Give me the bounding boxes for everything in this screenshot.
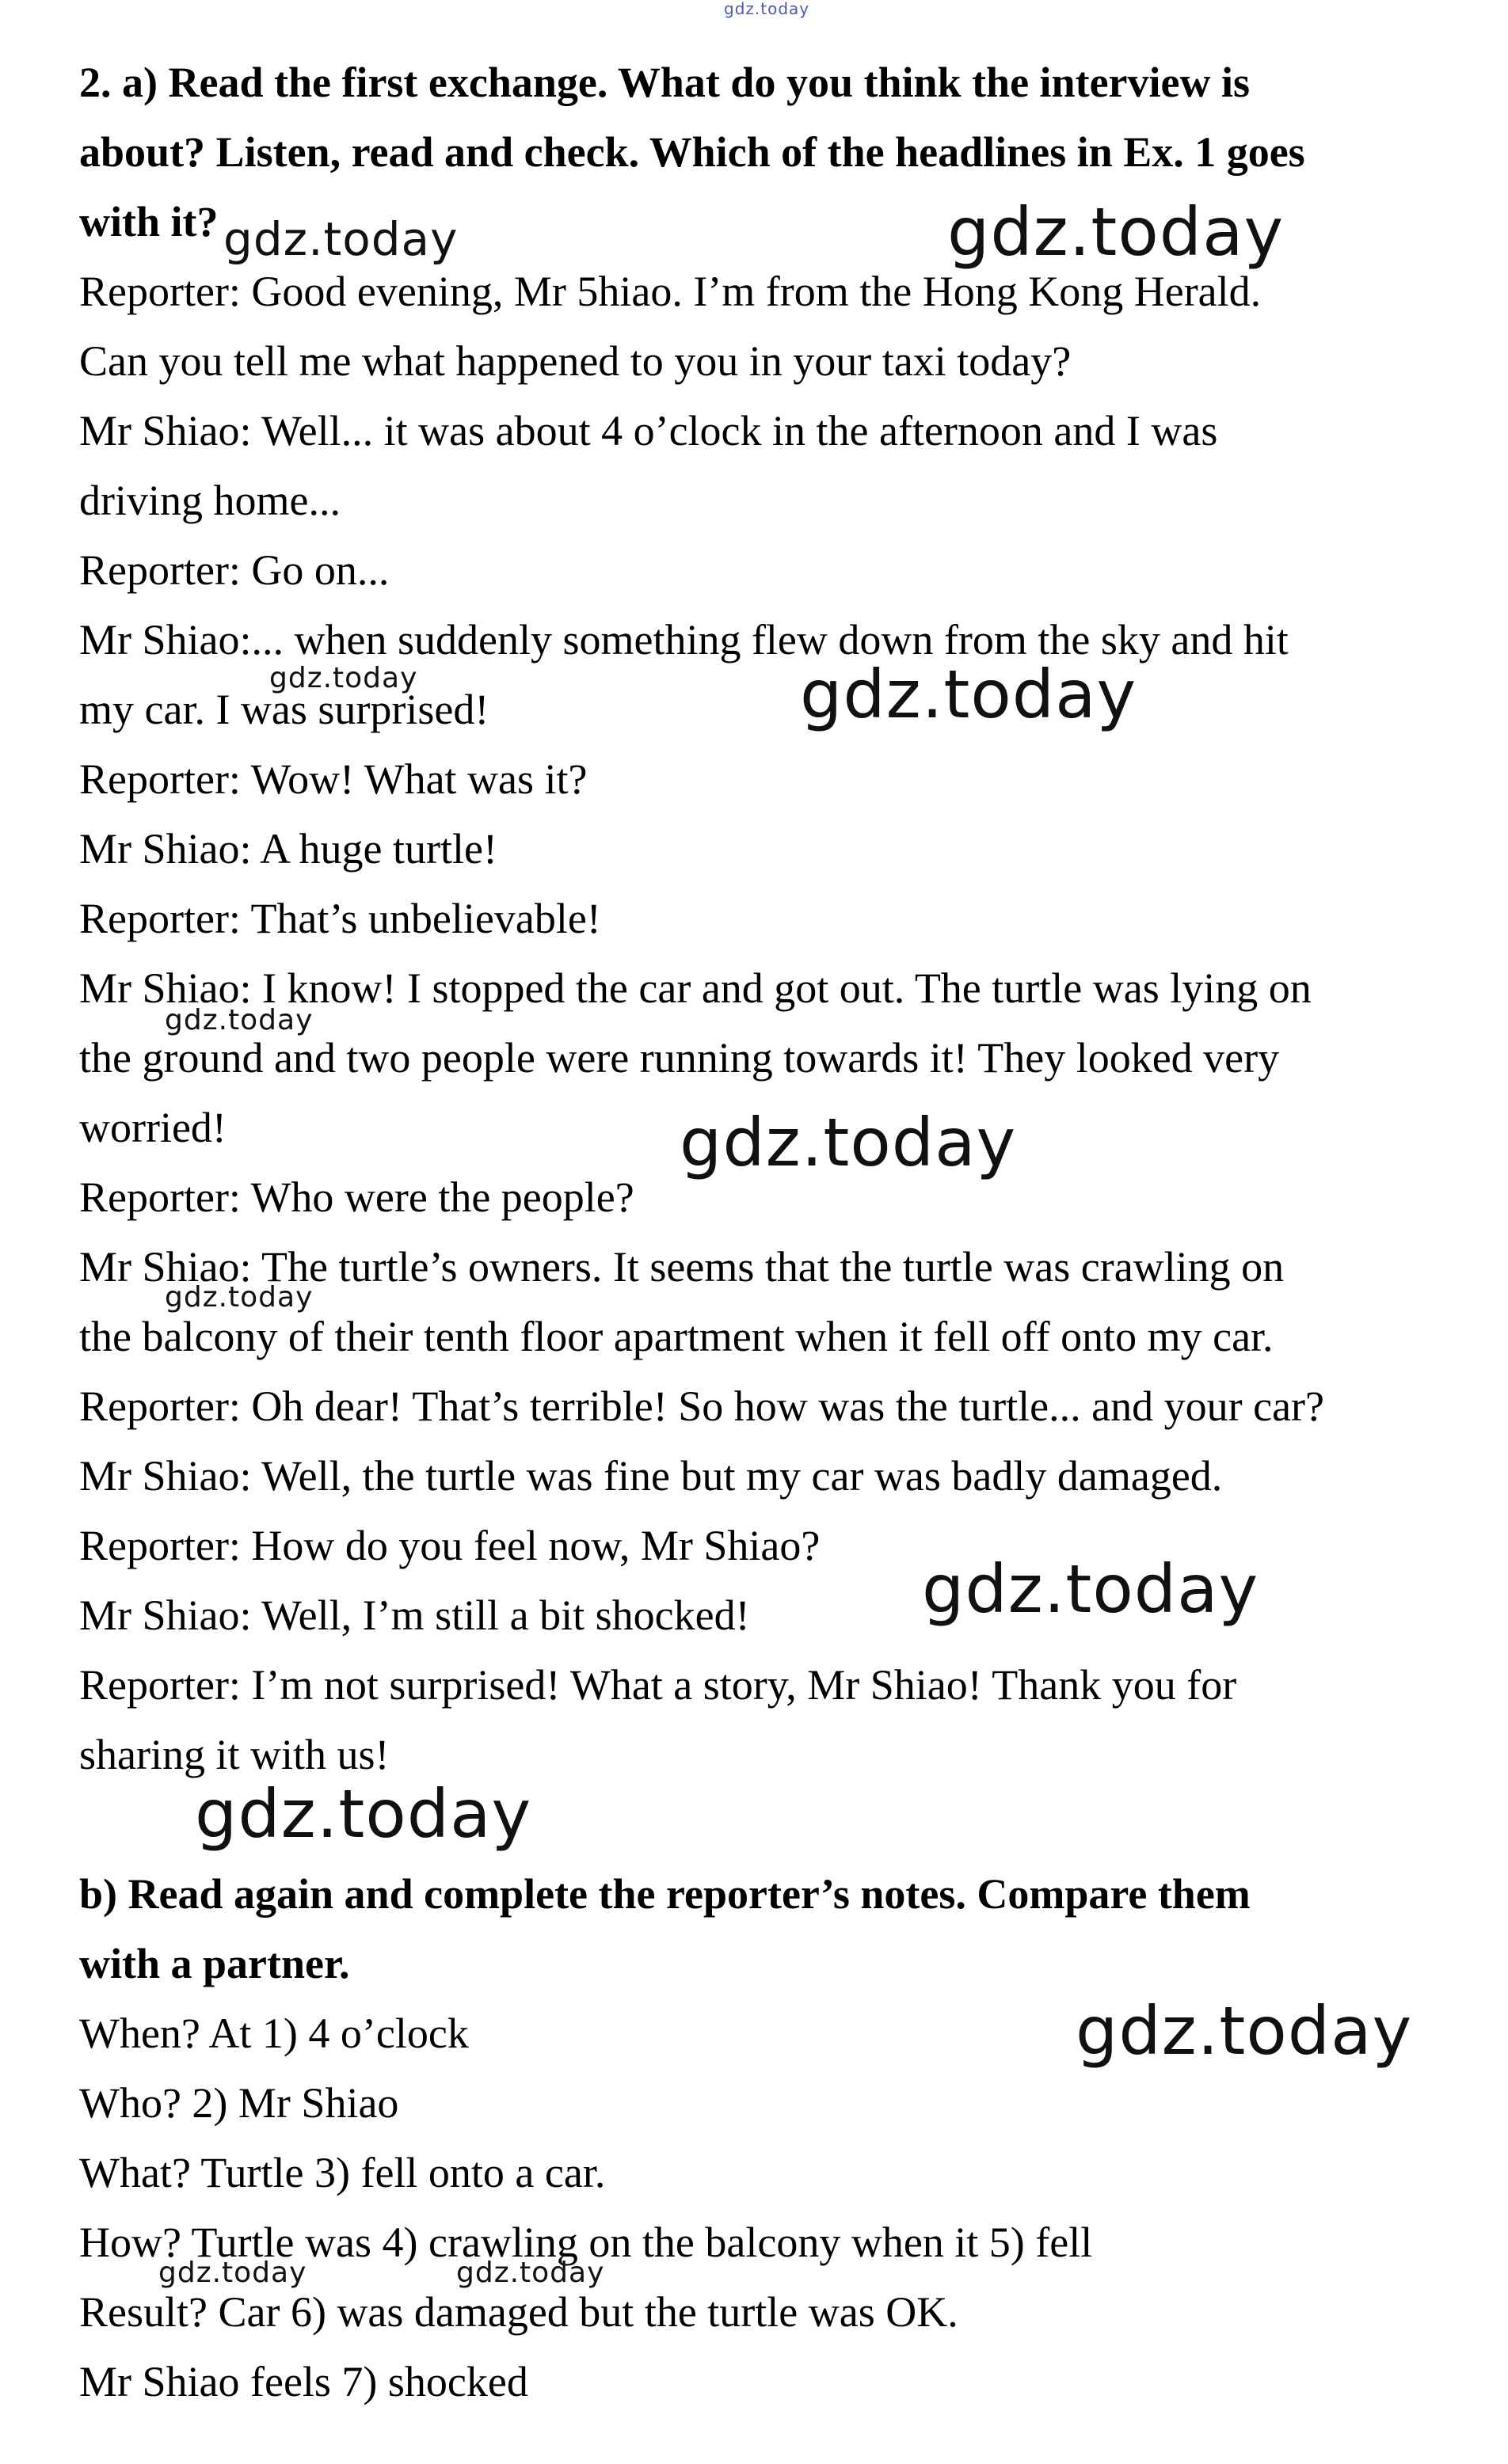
- dialogue-line: Mr Shiao: I know! I stopped the car and got out. The turtle was lying on: [79, 964, 1312, 1012]
- dialogue-line: Reporter: That’s unbelievable!: [79, 895, 601, 942]
- watermark-text: gdz.today: [165, 1004, 314, 1036]
- note-line: What? Turtle 3) fell onto a car.: [79, 2149, 606, 2196]
- dialogue-line: Reporter: Oh dear! That’s terrible! So how was the turtle... and your car?: [79, 1382, 1324, 1430]
- dialogue-line: worried!: [79, 1104, 227, 1151]
- task-a-heading-line-2: about? Listen, read and check. Which of the headlines in Ex. 1 goes: [79, 128, 1305, 176]
- task-b-heading-line-2: with a partner.: [79, 1940, 350, 1987]
- note-line: Who? 2) Mr Shiao: [79, 2079, 399, 2127]
- watermark-text: gdz.today: [922, 1550, 1259, 1628]
- dialogue-line: my car. I was surprised!: [79, 686, 489, 733]
- watermark-text: gdz.today: [165, 1281, 314, 1314]
- dialogue-line: sharing it with us!: [79, 1731, 390, 1778]
- dialogue-line: Reporter: I’m not surprised! What a story, Mr Shiao! Thank you for: [79, 1661, 1237, 1709]
- watermark-text: gdz.today: [947, 193, 1285, 271]
- dialogue-line: Mr Shiao: Well, I’m still a bit shocked!: [79, 1591, 750, 1639]
- dialogue-line: Reporter: Go on...: [79, 546, 390, 594]
- dialogue-line: Mr Shiao: Well, the turtle was fine but my car was badly damaged.: [79, 1452, 1223, 1500]
- note-line: Mr Shiao feels 7) shocked: [79, 2358, 528, 2405]
- note-line: When? At 1) 4 o’clock: [79, 2010, 469, 2057]
- dialogue-line: Mr Shiao: The turtle’s owners. It seems that the turtle was crawling on: [79, 1243, 1285, 1291]
- dialogue-line: Reporter: Good evening, Mr 5hiao. I’m from the Hong Kong Herald.: [79, 268, 1262, 315]
- dialogue-line: Can you tell me what happened to you in your taxi today?: [79, 337, 1072, 385]
- watermark-text: gdz.today: [1076, 1992, 1413, 2070]
- watermark-text: gdz.today: [456, 2257, 605, 2289]
- dialogue-line: Reporter: How do you feel now, Mr Shiao?: [79, 1522, 821, 1569]
- dialogue-line: driving home...: [79, 477, 341, 524]
- watermark-text: gdz.today: [724, 0, 810, 18]
- note-line: Result? Car 6) was damaged but the turtle was OK.: [79, 2288, 958, 2336]
- dialogue-line: Reporter: Wow! What was it?: [79, 755, 588, 803]
- watermark-text: gdz.today: [800, 656, 1137, 733]
- task-a-heading-line-3: with it?: [79, 198, 219, 245]
- dialogue-line: Mr Shiao: A huge turtle!: [79, 825, 497, 873]
- note-line: How? Turtle was 4) crawling on the balcony when it 5) fell: [79, 2219, 1093, 2266]
- watermark-text: gdz.today: [223, 212, 459, 266]
- dialogue-line: Mr Shiao:... when suddenly something flew down from the sky and hit: [79, 616, 1289, 664]
- dialogue-line: Reporter: Who were the people?: [79, 1173, 634, 1221]
- task-a-heading-line-1: 2. a) Read the first exchange. What do you think the interview is: [79, 59, 1250, 106]
- task-b-heading-line-1: b) Read again and complete the reporter’s notes. Compare them: [79, 1870, 1251, 1918]
- dialogue-line: the balcony of their tenth floor apartment when it fell off onto my car.: [79, 1313, 1274, 1360]
- dialogue-line: Mr Shiao: Well... it was about 4 o’clock in the afternoon and I was: [79, 407, 1218, 454]
- watermark-text: gdz.today: [195, 1775, 532, 1853]
- dialogue-line: the ground and two people were running towards it! They looked very: [79, 1034, 1280, 1082]
- watermark-text: gdz.today: [680, 1104, 1017, 1181]
- watermark-text: gdz.today: [269, 662, 418, 694]
- watermark-text: gdz.today: [158, 2257, 307, 2289]
